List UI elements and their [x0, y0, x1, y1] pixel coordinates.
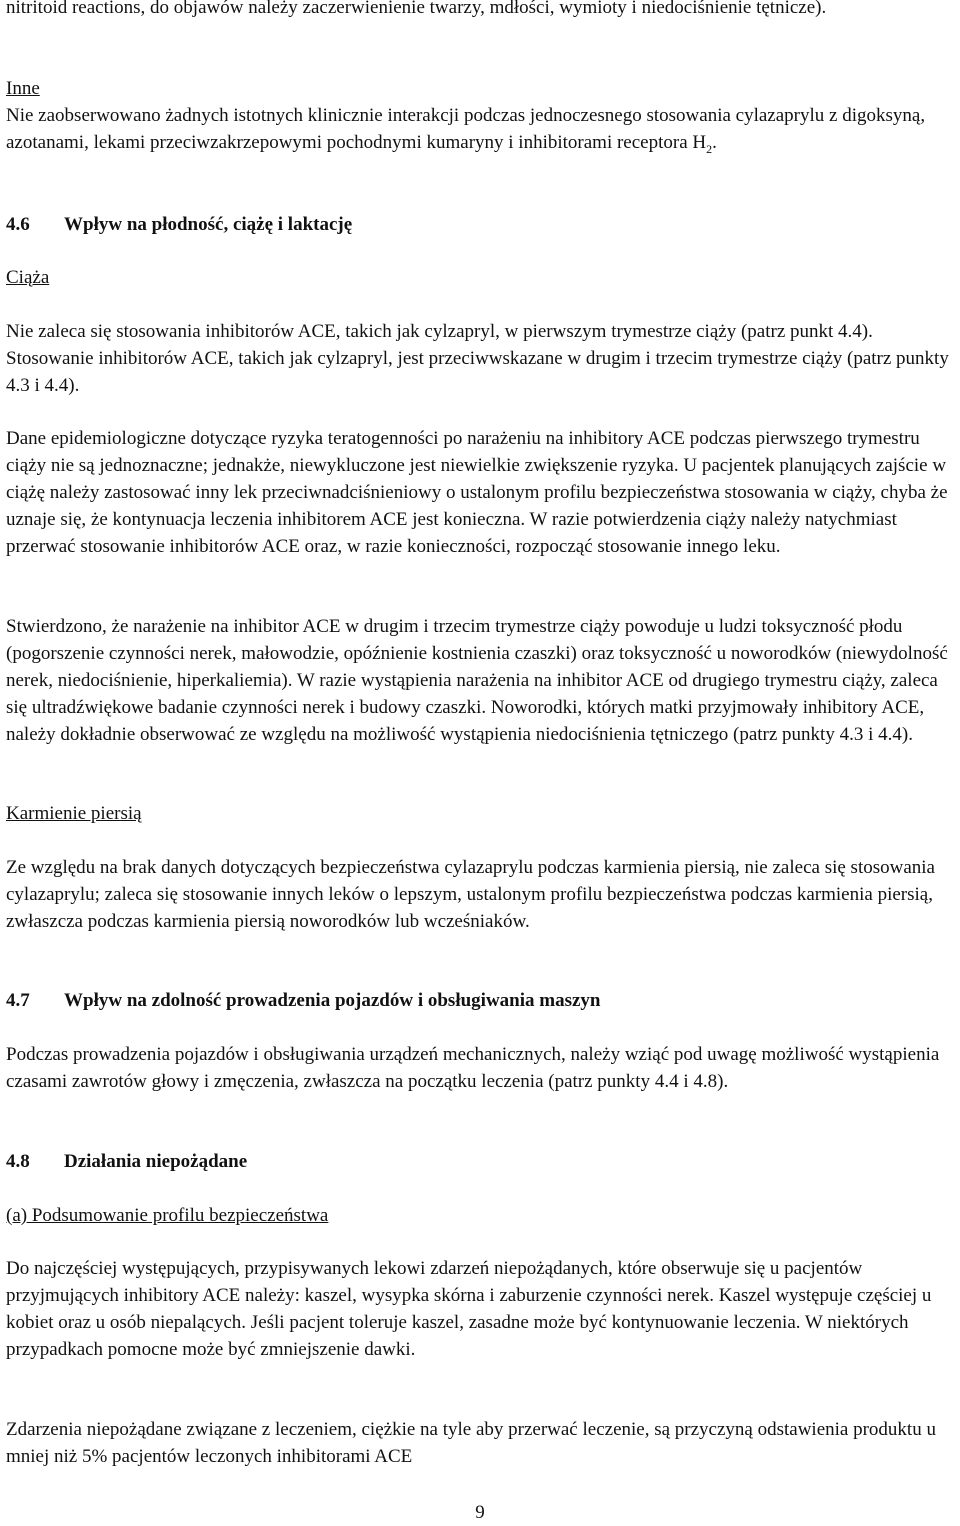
section-heading-4-7 — [6, 987, 958, 1014]
paragraph-inne — [6, 102, 958, 156]
subheading-ciaza: Ciąża — [6, 267, 50, 288]
section-number: 4.7 — [6, 990, 30, 1011]
section-title: Działania niepożądane — [64, 1151, 248, 1172]
page-number: 9 — [475, 1502, 485, 1523]
subscript-2: 2 — [706, 141, 713, 156]
section-title: Wpływ na zdolność prowadzenia pojazdów i obsługiwania maszyn — [64, 990, 601, 1011]
subheading-inne: Inne — [6, 78, 40, 99]
paragraph-4-8-2: Zdarzenia niepożądane związane z leczeniem, ciężkie na tyle aby przerwać leczenie, są przyczyną odstawienia produktu u mniej niż 5% pacjentów leczonych inhibitorami ACE — [6, 1419, 936, 1467]
paragraph-ciaza-2: Dane epidemiologiczne dotyczące ryzyka teratogenności po narażeniu na inhibitory ACE podczas pierwszego trymestru ciąży nie są jednoznaczne; jednakże, niewykluczone jest niewielkie zwiększenie ryzyka. U pacjentek planujących zajście w ciążę należy zastosować inny lek przeciwnadciśnieniowy o ustalonym profilu bezpieczeństwa stosowania w ciąży, chyba że uznaje się, że kontynuacja leczenia inhibitorem ACE jest konieczna. W razie potwierdzenia ciąży należy natychmiast przerwać stosowanie inhibitorów ACE oraz, w razie konieczności, rozpocząć stosowanie innego leku. — [6, 428, 948, 557]
paragraph-inne-text: Nie zaobserwowano żadnych istotnych klinicznie interakcji podczas jednoczesnego stosowania cylazaprylu z digoksyną, azotanami, lekami przeciwzakrzepowymi pochodnymi kumaryny i inhibitorami receptora H — [6, 105, 926, 153]
paragraph-continuation: nitritoid reactions, do objawów należy zaczerwienienie twarzy, mdłości, wymioty i niedociśnienie tętnicze). — [6, 0, 827, 18]
paragraph-inne-end: . — [712, 132, 717, 153]
paragraph-ciaza-3: Stwierdzono, że narażenie na inhibitor ACE w drugim i trzecim trymestrze ciąży powoduje u ludzi toksyczność płodu (pogorszenie czynności nerek, małowodzie, opóźnienie kostnienia czaszki) oraz toksyczność u noworodków (niewydolność nerek, niedociśnienie, hiperkaliemia). W razie wystąpienia narażenia na inhibitor ACE od drugiego trymestru ciąży, zaleca się ultradźwiękowe badanie czynności nerek i budowy czaszki. Noworodki, których matki przyjmowały inhibitory ACE, należy dokładnie obserwować ze względu na możliwość wystąpienia niedociśnienia tętniczego (patrz punkty 4.3 i 4.4). — [6, 616, 948, 745]
section-title: Wpływ na płodność, ciążę i laktację — [64, 214, 353, 235]
paragraph-4-7: Podczas prowadzenia pojazdów i obsługiwania urządzeń mechanicznych, należy wziąć pod uwagę możliwość wystąpienia czasami zawrotów głowy i zmęczenia, zwłaszcza na początku leczenia (patrz punkty 4.4 i 4.8). — [6, 1044, 940, 1092]
paragraph-ciaza-1: Nie zaleca się stosowania inhibitorów ACE, takich jak cylzapryl, w pierwszym trymestrze ciąży (patrz punkt 4.4). Stosowanie inhibitorów ACE, takich jak cylzapryl, jest przeciwwskazane w drugim i trzecim trymestrze ciąży (patrz punkty 4.3 i 4.4). — [6, 321, 949, 396]
section-number: 4.8 — [6, 1151, 30, 1172]
section-heading-4-8 — [6, 1148, 958, 1175]
section-number: 4.6 — [6, 214, 30, 235]
subheading-karmienie: Karmienie piersią — [6, 803, 142, 824]
section-heading-4-6 — [6, 211, 958, 238]
subheading-4-8-a: (a) Podsumowanie profilu bezpieczeństwa — [6, 1205, 329, 1226]
paragraph-4-8-1: Do najczęściej występujących, przypisywanych lekowi zdarzeń niepożądanych, które obserwuje się u pacjentów przyjmujących inhibitory ACE należy: kaszel, wysypka skórna i zaburzenie czynności nerek. Kaszel występuje częściej u kobiet oraz u osób niepalących. Jeśli pacjent toleruje kaszel, zasadne może być kontynuowanie leczenia. W niektórych przypadkach pomocne może być zmniejszenie dawki. — [6, 1258, 932, 1360]
paragraph-karmienie: Ze względu na brak danych dotyczących bezpieczeństwa cylazaprylu podczas karmienia piersią, nie zaleca się stosowania cylazaprylu; zaleca się stosowanie innych leków o lepszym, ustalonym profilu bezpieczeństwa podczas karmienia piersią, zwłaszcza podczas karmienia piersią noworodków lub wcześniaków. — [6, 857, 935, 932]
